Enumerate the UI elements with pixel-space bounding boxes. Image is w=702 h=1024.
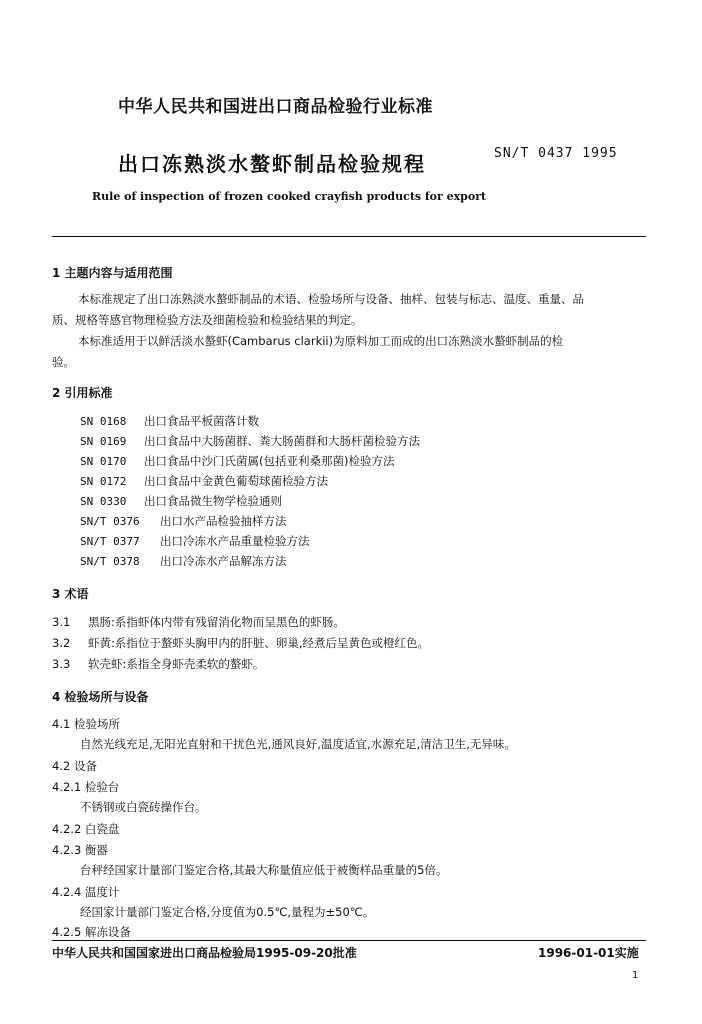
english-title: Rule of inspection of frozen cooked crayfish products for export xyxy=(92,190,487,203)
reference-item xyxy=(80,413,259,429)
footer-divider xyxy=(52,940,646,941)
reference-name: 出口水产品检验抽样方法 xyxy=(160,514,287,528)
org-title: 中华人民共和国进出口商品检验行业标准 xyxy=(118,97,433,117)
section-3-heading: 3 术语 xyxy=(52,587,89,601)
reference-name: 出口食品中大肠菌群、粪大肠菌群和大肠杆菌检验方法 xyxy=(144,434,420,448)
clause-4-2-3-text: 台秤经国家计量部门鉴定合格,其最大称量值应低于被衡样品重量的5倍。 xyxy=(80,863,448,877)
clause-4-2-5: 4.2.5 解冻设备 xyxy=(52,925,131,939)
term-number: 3.3 xyxy=(52,657,71,671)
section-1-para-1-line-2: 质、规格等感官物理检验方法及细菌检验和检验结果的判定。 xyxy=(52,313,363,327)
term-item xyxy=(52,614,345,630)
section-2-heading: 2 引用标准 xyxy=(52,386,113,400)
section-1-para-2-line-1: 本标准适用于以鲜活淡水螯虾(Cambarus clarkii)为原料加工而成的出口冻熟淡水螯虾制品的检 xyxy=(78,334,564,348)
reference-item xyxy=(80,453,394,469)
clause-4-2-2: 4.2.2 白瓷盘 xyxy=(52,822,120,836)
effective-date: 1996-01-01实施 xyxy=(538,946,639,960)
reference-name: 出口食品平板菌落计数 xyxy=(144,414,259,428)
section-1-para-2-line-2: 验。 xyxy=(52,355,75,369)
page-number: 1 xyxy=(632,970,639,981)
reference-code: SN 0169 xyxy=(80,435,127,448)
clause-4-2-4: 4.2.4 温度计 xyxy=(52,885,120,899)
term-number: 3.1 xyxy=(52,615,71,629)
reference-item xyxy=(80,553,287,569)
term-item xyxy=(52,656,264,672)
reference-code: SN/T 0376 xyxy=(80,515,140,528)
reference-name: 出口食品中金黄色葡萄球菌检验方法 xyxy=(144,474,328,488)
clause-4-2: 4.2 设备 xyxy=(52,759,97,773)
reference-code: SN 0330 xyxy=(80,495,127,508)
reference-item xyxy=(80,473,328,489)
reference-item xyxy=(80,493,282,509)
term-text: 黑肠:系指虾体内带有残留消化物而呈黑色的虾肠。 xyxy=(88,615,345,629)
clause-4-2-1-text: 不锈钢或白瓷砖操作台。 xyxy=(80,800,207,814)
reference-code: SN 0172 xyxy=(80,475,127,488)
reference-item xyxy=(80,513,287,529)
approval-line: 中华人民共和国国家进出口商品检验局1995-09-20批准 xyxy=(52,946,357,960)
reference-item xyxy=(80,433,420,449)
section-1-heading: 1 主题内容与适用范围 xyxy=(52,266,173,280)
doc-title: 出口冻熟淡水螯虾制品检验规程 xyxy=(118,152,426,176)
term-text: 虾黄:系指位于螯虾头胸甲内的肝脏、卵巢,经煮后呈黄色或橙红色。 xyxy=(88,636,430,650)
section-4-heading: 4 检验场所与设备 xyxy=(52,690,149,704)
reference-item xyxy=(80,533,310,549)
reference-name: 出口冷冻水产品解冻方法 xyxy=(160,554,287,568)
header-divider xyxy=(52,236,646,237)
clause-4-1: 4.1 检验场所 xyxy=(52,717,120,731)
term-number: 3.2 xyxy=(52,636,71,650)
reference-name: 出口冷冻水产品重量检验方法 xyxy=(160,534,310,548)
clause-4-2-3: 4.2.3 衡器 xyxy=(52,843,108,857)
standard-code: SN/T 0437 1995 xyxy=(494,146,618,161)
reference-code: SN/T 0378 xyxy=(80,555,140,568)
reference-code: SN/T 0377 xyxy=(80,535,140,548)
reference-code: SN 0168 xyxy=(80,415,127,428)
section-1-para-1-line-1: 本标准规定了出口冻熟淡水螯虾制品的术语、检验场所与设备、抽样、包装与标志、温度、重量、品 xyxy=(78,292,584,306)
reference-name: 出口食品微生物学检验通则 xyxy=(144,494,282,508)
reference-code: SN 0170 xyxy=(80,455,127,468)
clause-4-1-text: 自然光线充足,无阳光直射和干扰色光,通风良好,温度适宜,水源充足,清洁卫生,无异味。 xyxy=(80,737,516,751)
reference-name: 出口食品中沙门氏菌属(包括亚利桑那菌)检验方法 xyxy=(144,454,395,468)
clause-4-2-4-text: 经国家计量部门鉴定合格,分度值为0.5℃,量程为±50℃。 xyxy=(80,905,375,919)
term-item xyxy=(52,635,429,651)
term-text: 软壳虾:系指全身虾壳柔软的螯虾。 xyxy=(88,657,265,671)
clause-4-2-1: 4.2.1 检验台 xyxy=(52,780,120,794)
